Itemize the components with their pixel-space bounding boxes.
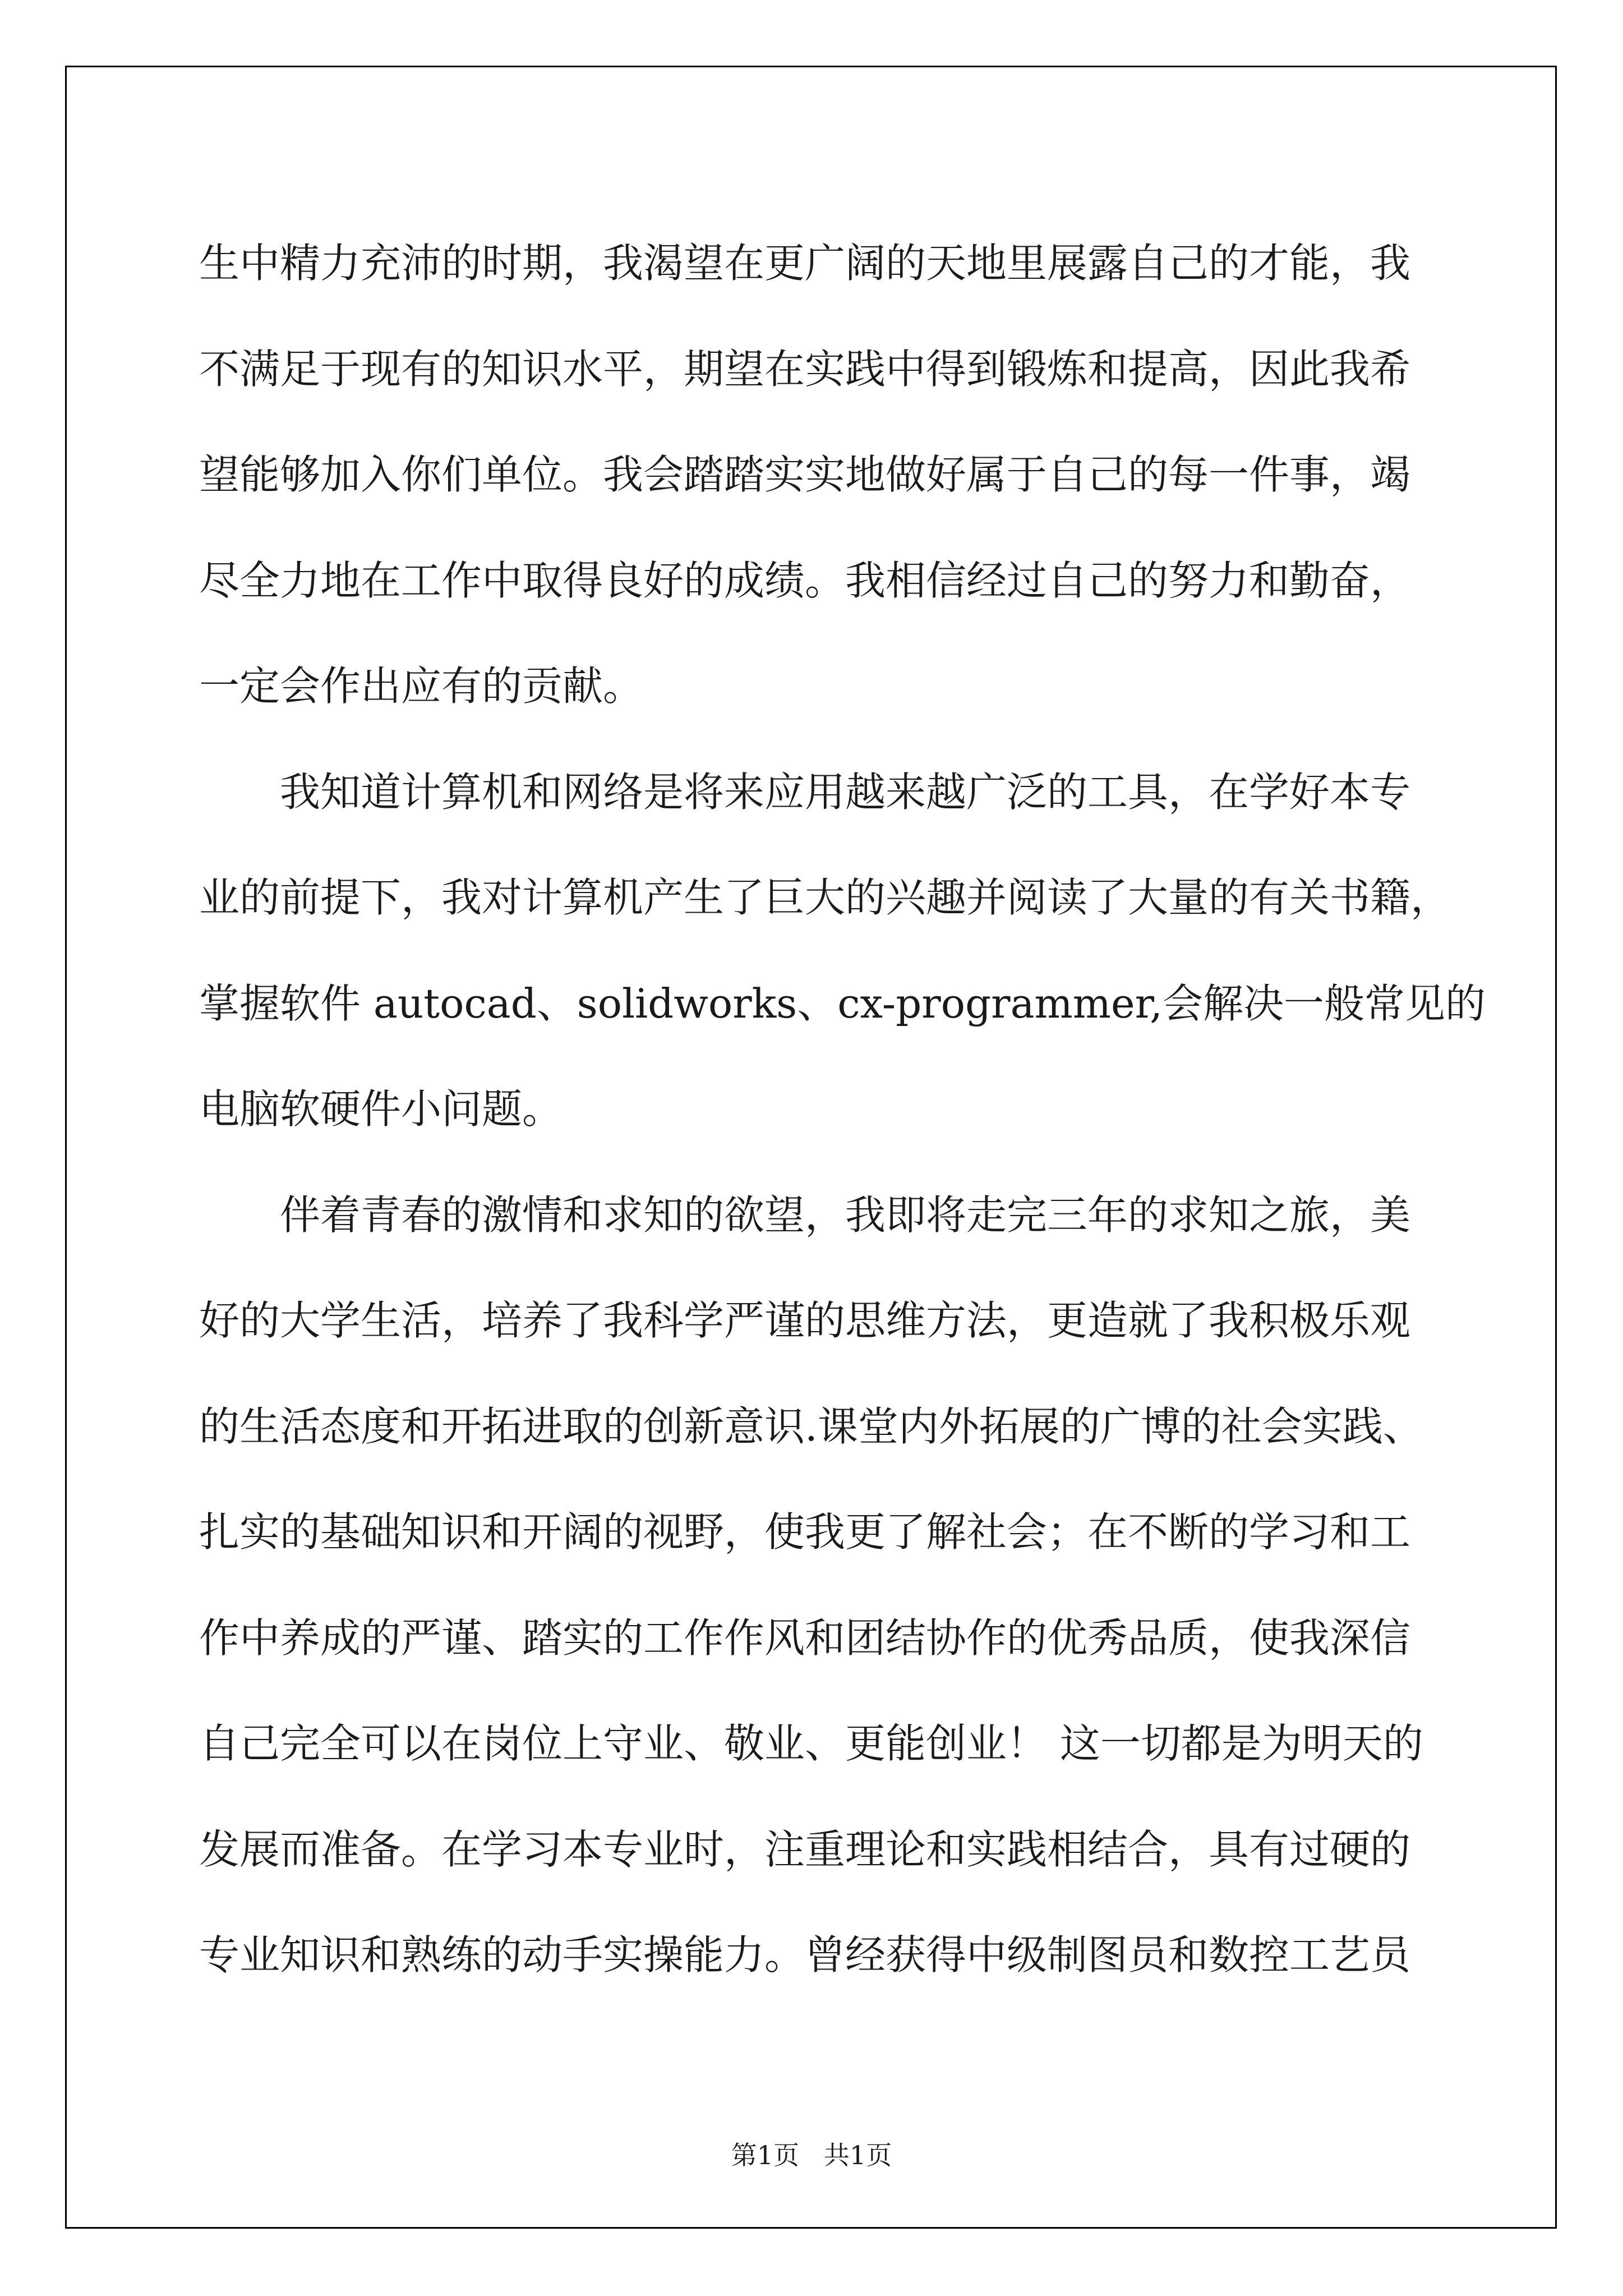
text-line: 专业知识和熟练的动手实操能力。曾经获得中级制图员和数控工艺员 [199, 1931, 1411, 1978]
text-line: 扎实的基础知识和开阔的视野，使我更了解社会；在不断的学习和工 [199, 1508, 1411, 1556]
text-line: 掌握软件 autocad、solidworks、cx-programmer,会解决一般常见的 [199, 979, 1486, 1027]
paragraph-start-line: 我知道计算机和网络是将来应用越来越广泛的工具，在学好本专 [280, 768, 1411, 816]
page-footer: 第1页 共1页 [731, 2140, 892, 2170]
text-line: 的生活态度和开拓进取的创新意识.课堂内外拓展的广博的社会实践、 [199, 1402, 1423, 1450]
text-line: 作中养成的严谨、踏实的工作作风和团结协作的优秀品质，使我深信 [199, 1614, 1411, 1662]
text-line: 望能够加入你们单位。我会踏踏实实地做好属于自己的每一件事，竭 [199, 451, 1411, 498]
text-line: 电脑软硬件小问题。 [199, 1085, 563, 1133]
text-line: 尽全力地在工作中取得良好的成绩。我相信经过自己的努力和勤奋， [199, 556, 1411, 604]
text-line: 生中精力充沛的时期，我渴望在更广阔的天地里展露自己的才能，我 [199, 240, 1411, 287]
document-body [199, 210, 1486, 2008]
text-line: 好的大学生活，培养了我科学严谨的思维方法，更造就了我积极乐观 [199, 1297, 1411, 1344]
text-line: 发展而准备。在学习本专业时，注重理论和实践相结合，具有过硬的 [199, 1825, 1411, 1873]
paragraph-start-line: 伴着青春的激情和求知的欲望，我即将走完三年的求知之旅，美 [280, 1191, 1411, 1239]
text-line: 不满足于现有的知识水平，期望在实践中得到锻炼和提高，因此我希 [199, 345, 1411, 393]
text-line: 业的前提下，我对计算机产生了巨大的兴趣并阅读了大量的有关书籍， [199, 874, 1451, 921]
text-line: 自己完全可以在岗位上守业、敬业、更能创业！ 这一切都是为明天的 [199, 1720, 1423, 1767]
text-line: 一定会作出应有的贡献。 [199, 662, 644, 710]
